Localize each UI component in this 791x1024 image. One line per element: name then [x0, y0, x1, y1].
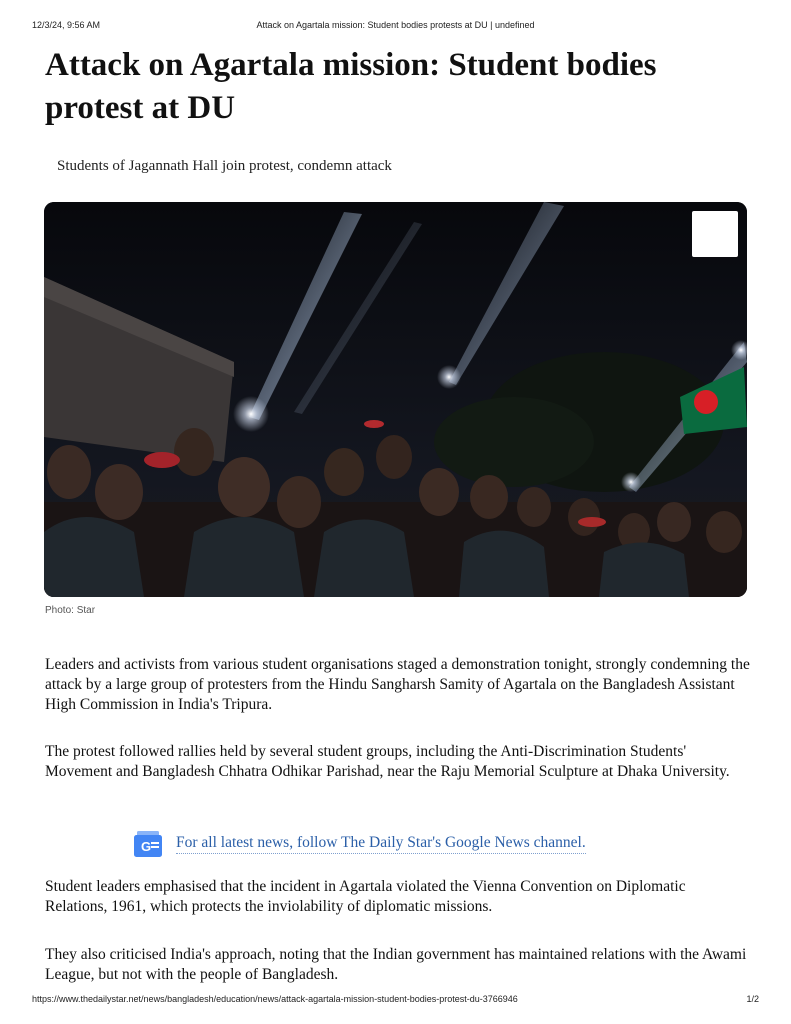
- print-header: [32, 20, 759, 32]
- article-paragraph-2: The protest followed rallies held by several student groups, including the Anti-Discrimination Students' Movement and Bangladesh Chhatra Odhikar Parishad, near the Raju Memorial Sculpture at Dhaka University.: [45, 743, 730, 780]
- print-url: https://www.thedailystar.net/news/bangladesh/education/news/attack-agartala-mission-student-bodies-protest-du-3766946: [32, 994, 518, 1004]
- google-news-promo: [134, 831, 586, 857]
- print-datetime: 12/3/24, 9:56 AM: [32, 20, 101, 30]
- article-photo: [44, 202, 747, 597]
- article-headline: Attack on Agartala mission: Student bodies protest at DU: [45, 47, 657, 126]
- google-news-icon: [134, 831, 162, 857]
- print-page-number: 1/2: [746, 994, 759, 1004]
- photo-badge: [692, 211, 738, 257]
- article-subheadline: Students of Jagannath Hall join protest, condemn attack: [57, 158, 392, 174]
- google-news-icon-letter: G: [141, 839, 152, 854]
- article-paragraph-1: Leaders and activists from various student organisations staged a demonstration tonight, strongly condemning the attack by a large group of protesters from the Hindu Sangharsh Samity of Agartala on the Bangladesh Assistant High Commission in India's Tripura.: [45, 656, 750, 713]
- photo-caption: Photo: Star: [45, 605, 96, 616]
- protest-night-scene: [44, 202, 747, 597]
- article-paragraph-3: Student leaders emphasised that the incident in Agartala violated the Vienna Convention on Diplomatic Relations, 1961, which protects the inviolability of diplomatic missions.: [45, 878, 686, 915]
- google-news-link[interactable]: For all latest news, follow The Daily Star's Google News channel.: [176, 834, 586, 854]
- print-footer: [32, 994, 759, 1006]
- print-page-title: Attack on Agartala mission: Student bodies protests at DU | undefined: [256, 20, 535, 30]
- article-paragraph-4: They also criticised India's approach, noting that the Indian government has maintained relations with the Awami League, but not with the people of Bangladesh.: [45, 946, 747, 983]
